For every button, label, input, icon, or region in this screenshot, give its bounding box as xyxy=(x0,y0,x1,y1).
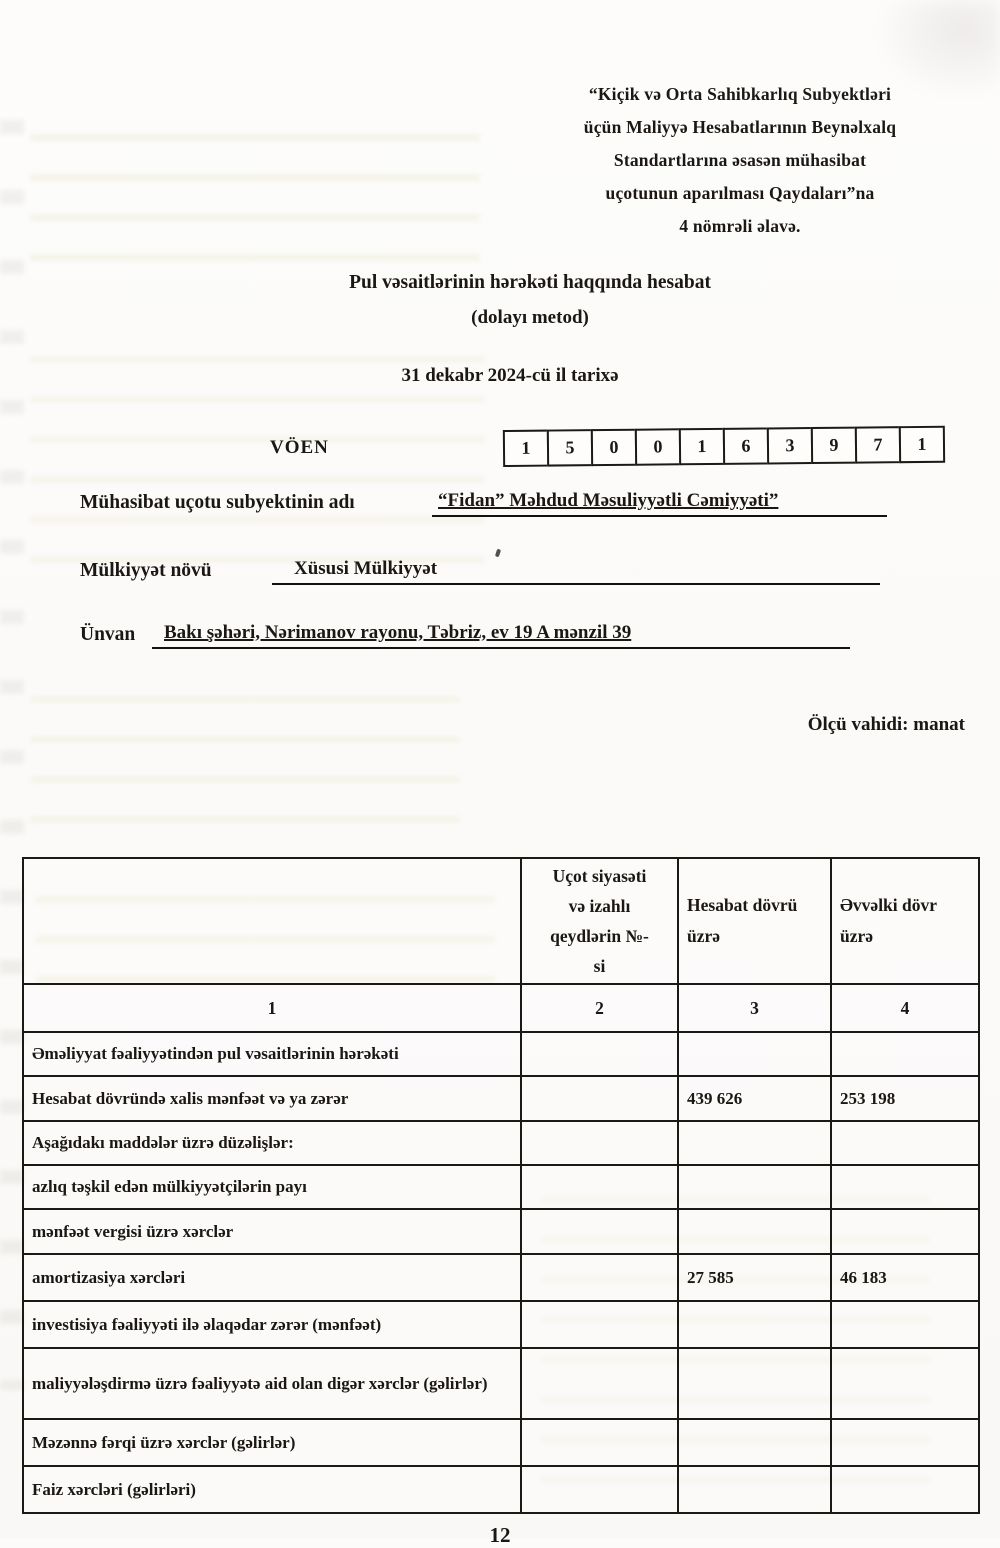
row-current: 439 626 xyxy=(678,1076,831,1121)
column-number-4: 4 xyxy=(831,984,979,1032)
voen-digit-4: 0 xyxy=(635,428,681,465)
scan-artifact xyxy=(0,90,24,1390)
header-notes-number xyxy=(521,858,678,984)
voen-digit-2: 5 xyxy=(547,429,593,466)
table-row xyxy=(23,1209,979,1254)
row-label: azlıq təşkil edən mülkiyyətçilərin payı xyxy=(23,1165,521,1209)
row-previous xyxy=(831,1348,979,1419)
row-previous xyxy=(831,1466,979,1513)
row-label: Faiz xərcləri (gəlirləri) xyxy=(23,1466,521,1513)
row-current xyxy=(678,1209,831,1254)
row-previous: 46 183 xyxy=(831,1254,979,1301)
row-previous xyxy=(831,1165,979,1209)
voen-label: VÖEN xyxy=(270,437,329,458)
row-note xyxy=(521,1165,678,1209)
row-current xyxy=(678,1121,831,1165)
row-note xyxy=(521,1466,678,1513)
column-number-3: 3 xyxy=(678,984,831,1032)
scan-speck xyxy=(495,549,501,558)
voen-digit-boxes xyxy=(503,426,945,467)
voen-digit-1: 1 xyxy=(503,430,549,467)
voen-digit-7: 3 xyxy=(767,427,813,464)
row-previous: 253 198 xyxy=(831,1076,979,1121)
row-note xyxy=(521,1032,678,1076)
row-previous xyxy=(831,1121,979,1165)
scan-artifact xyxy=(30,118,480,293)
row-label: investisiya fəaliyyəti ilə əlaqədar zərər (mənfəət) xyxy=(23,1301,521,1348)
row-current xyxy=(678,1348,831,1419)
table-row xyxy=(23,1121,979,1165)
row-note xyxy=(521,1121,678,1165)
subject-name-value: “Fidan” Məhdud Məsuliyyətli Cəmiyyəti” xyxy=(432,490,887,517)
appendix-line-3: Standartlarına əsasən mühasibat xyxy=(613,150,867,170)
header-notes-line: qeydlərin №- xyxy=(550,926,649,946)
cash-flow-table xyxy=(22,857,980,1514)
row-note xyxy=(521,1254,678,1301)
table-row xyxy=(23,1076,979,1121)
row-current xyxy=(678,1466,831,1513)
table-row xyxy=(23,1348,979,1419)
report-date: 31 dekabr 2024-cü il tarixə xyxy=(401,365,619,386)
scan-artifact xyxy=(30,680,460,830)
table-row xyxy=(23,1466,979,1513)
row-note xyxy=(521,1209,678,1254)
header-indicator xyxy=(23,858,521,984)
address-label: Ünvan xyxy=(80,624,136,645)
row-label: Əməliyyat fəaliyyətindən pul vəsaitlərinin hərəkəti xyxy=(23,1032,521,1076)
appendix-line-5: 4 nömrəli əlavə. xyxy=(679,216,801,236)
table-row xyxy=(23,1254,979,1301)
page-title: Pul vəsaitlərinin hərəkəti haqqında hesabat xyxy=(349,272,711,293)
row-label: maliyyələşdirmə üzrə fəaliyyətə aid olan digər xərclər (gəlirlər) xyxy=(23,1348,521,1419)
row-label: mənfəət vergisi üzrə xərclər xyxy=(23,1209,521,1254)
column-number-1: 1 xyxy=(23,984,521,1032)
table-row xyxy=(23,1419,979,1466)
address-value: Bakı şəhəri, Nərimanov rayonu, Təbriz, ev 19 A mənzil 39 xyxy=(152,622,850,649)
appendix-line-1: “Kiçik və Orta Sahibkarlıq Subyektləri xyxy=(588,84,892,104)
row-label: Hesabat dövründə xalis mənfəət və ya zərər xyxy=(23,1076,521,1121)
row-note xyxy=(521,1419,678,1466)
row-label: Aşağıdakı maddələr üzrə düzəlişlər: xyxy=(23,1121,521,1165)
row-previous xyxy=(831,1301,979,1348)
header-current-period: Hesabat dövrü üzrə xyxy=(678,858,831,984)
column-number-row xyxy=(23,984,979,1032)
page-subtitle: (dolayı metod) xyxy=(471,307,589,328)
row-current xyxy=(678,1165,831,1209)
table-row xyxy=(23,1032,979,1076)
row-current: 27 585 xyxy=(678,1254,831,1301)
voen-digit-8: 9 xyxy=(811,427,857,464)
voen-digit-5: 1 xyxy=(679,428,725,465)
ownership-type-value: Xüsusi Mülkiyyət xyxy=(272,558,880,585)
appendix-line-4: uçotunun aparılması Qaydaları”na xyxy=(605,183,875,203)
appendix-note xyxy=(503,78,977,243)
table-row xyxy=(23,1301,979,1348)
header-notes-line: si xyxy=(593,956,606,976)
page-number: 12 xyxy=(489,1523,511,1547)
subject-name-label: Mühasibat uçotu subyektinin adı xyxy=(80,492,355,513)
voen-digit-9: 7 xyxy=(855,426,901,463)
column-number-2: 2 xyxy=(521,984,678,1032)
row-current xyxy=(678,1419,831,1466)
row-current xyxy=(678,1301,831,1348)
voen-digit-6: 6 xyxy=(723,427,769,464)
row-label: amortizasiya xərcləri xyxy=(23,1254,521,1301)
header-previous-period: Əvvəlki dövr üzrə xyxy=(831,858,979,984)
header-notes-line: və izahlı xyxy=(568,896,631,916)
measurement-unit-note: Ölçü vahidi: manat xyxy=(807,714,965,735)
row-current xyxy=(678,1032,831,1076)
row-note xyxy=(521,1348,678,1419)
row-note xyxy=(521,1076,678,1121)
table-header-row xyxy=(23,858,979,984)
row-note xyxy=(521,1301,678,1348)
row-previous xyxy=(831,1032,979,1076)
row-previous xyxy=(831,1209,979,1254)
table-row xyxy=(23,1165,979,1209)
voen-digit-3: 0 xyxy=(591,429,637,466)
row-label: Məzənnə fərqi üzrə xərclər (gəlirlər) xyxy=(23,1419,521,1466)
appendix-line-2: üçün Maliyyə Hesabatlarının Beynəlxalq xyxy=(583,117,897,137)
ownership-type-label: Mülkiyyət növü xyxy=(80,560,212,581)
row-previous xyxy=(831,1419,979,1466)
voen-digit-10: 1 xyxy=(899,426,945,463)
header-notes-line: Uçot siyasəti xyxy=(552,866,647,886)
